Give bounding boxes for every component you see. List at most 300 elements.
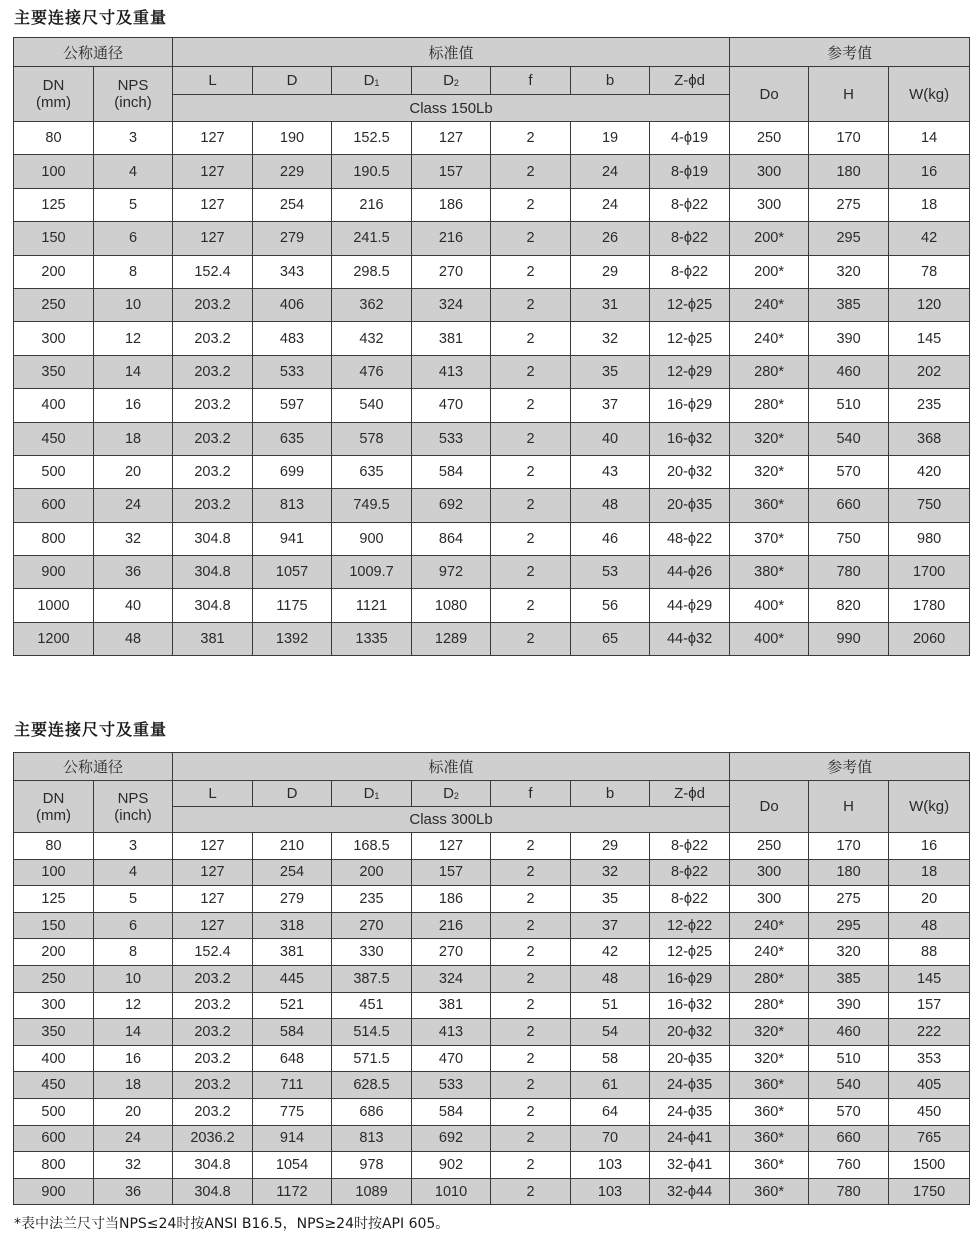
table-cell: 533 (412, 1072, 491, 1099)
table-row (14, 155, 970, 188)
table-cell: 381 (253, 939, 332, 966)
table-row (14, 355, 970, 388)
table-row (14, 912, 970, 939)
table-cell: 4 (94, 859, 173, 886)
column-header-d2: $D_2$ (412, 67, 491, 95)
table-cell: 100 (14, 859, 94, 886)
table-cell: 250 (730, 833, 809, 860)
table-cell: 44-ϕ26 (650, 556, 730, 589)
table-cell: 600 (14, 1125, 94, 1152)
table-cell: 2 (491, 556, 571, 589)
table-cell: 43 (571, 455, 650, 488)
table-cell: 972 (412, 556, 491, 589)
table-cell: 570 (809, 1098, 889, 1125)
table-cell: 31 (571, 288, 650, 321)
table-cell: 584 (412, 1098, 491, 1125)
class-label: Class 150Lb (173, 95, 730, 122)
table-cell: 500 (14, 1098, 94, 1125)
table-cell: 800 (14, 522, 94, 555)
table-cell: 635 (332, 455, 412, 488)
table-cell: 460 (809, 355, 889, 388)
table-cell: 1175 (253, 589, 332, 622)
table-cell: 36 (94, 1178, 173, 1205)
table-cell: 8 (94, 939, 173, 966)
table-cell: 1335 (332, 622, 412, 655)
table-row (14, 489, 970, 522)
table-cell: 200 (14, 255, 94, 288)
table-cell: 24-ϕ41 (650, 1125, 730, 1152)
table-cell: 450 (14, 1072, 94, 1099)
table-cell: 152.4 (173, 939, 253, 966)
column-header-d: D (253, 781, 332, 807)
table-cell: 2 (491, 522, 571, 555)
table-cell: 660 (809, 489, 889, 522)
table-cell: 88 (889, 939, 970, 966)
table-cell: 12-ϕ25 (650, 322, 730, 355)
column-header-l: L (173, 781, 253, 807)
column-header-b: b (571, 781, 650, 807)
table-cell: 64 (571, 1098, 650, 1125)
table-cell: 533 (253, 355, 332, 388)
table-cell: 2 (491, 255, 571, 288)
table-cell: 4 (94, 155, 173, 188)
table-cell: 203.2 (173, 355, 253, 388)
table-cell: 203.2 (173, 1098, 253, 1125)
table-cell: 900 (332, 522, 412, 555)
table-cell: 350 (14, 355, 94, 388)
class-label: Class 300Lb (173, 807, 730, 833)
table-cell: 254 (253, 188, 332, 221)
table-cell: 1054 (253, 1152, 332, 1179)
dimension-table-300lb (13, 752, 970, 1205)
table-cell: 42 (889, 222, 970, 255)
table-cell: 240* (730, 912, 809, 939)
table-cell: 4-ϕ19 (650, 122, 730, 155)
table-row (14, 1125, 970, 1152)
table-cell: 270 (412, 939, 491, 966)
table-cell: 304.8 (173, 522, 253, 555)
table-cell: 2 (491, 886, 571, 913)
table-cell: 20-ϕ35 (650, 489, 730, 522)
table-cell: 280* (730, 965, 809, 992)
table-cell: 413 (412, 355, 491, 388)
table-cell: 32 (94, 1152, 173, 1179)
table-cell: 20 (889, 886, 970, 913)
table-body-150lb (14, 122, 970, 656)
table-cell: 521 (253, 992, 332, 1019)
table-cell: 387.5 (332, 965, 412, 992)
table-cell: 150 (14, 222, 94, 255)
table-cell: 476 (332, 355, 412, 388)
table-cell: 20-ϕ32 (650, 455, 730, 488)
table-cell: 2 (491, 1152, 571, 1179)
table-cell: 318 (253, 912, 332, 939)
table-cell: 304.8 (173, 556, 253, 589)
table-cell: 127 (173, 833, 253, 860)
table-cell: 48 (571, 965, 650, 992)
table-cell: 813 (332, 1125, 412, 1152)
table-cell: 2 (491, 389, 571, 422)
table-cell: 362 (332, 288, 412, 321)
table-cell: 8-ϕ22 (650, 859, 730, 886)
table-cell: 1000 (14, 589, 94, 622)
table-cell: 400* (730, 622, 809, 655)
table-cell: 686 (332, 1098, 412, 1125)
table-cell: 270 (412, 255, 491, 288)
table-cell: 941 (253, 522, 332, 555)
table-cell: 533 (412, 422, 491, 455)
table-cell: 186 (412, 188, 491, 221)
table-cell: 100 (14, 155, 94, 188)
table-cell: 12-ϕ29 (650, 355, 730, 388)
table-row (14, 255, 970, 288)
table-cell: 320* (730, 1019, 809, 1046)
table-cell: 275 (809, 188, 889, 221)
column-header-z-phi-d: Z-ϕd (650, 781, 730, 807)
table-cell: 203.2 (173, 1045, 253, 1072)
table-cell: 24 (571, 155, 650, 188)
table-cell: 540 (332, 389, 412, 422)
table-row (14, 992, 970, 1019)
table-cell: 145 (889, 322, 970, 355)
table-cell: 12 (94, 322, 173, 355)
table-cell: 80 (14, 122, 94, 155)
table-cell: 53 (571, 556, 650, 589)
column-header-do: Do (730, 781, 809, 833)
table-cell: 540 (809, 422, 889, 455)
table-cell: 2 (491, 939, 571, 966)
table-cell: 648 (253, 1045, 332, 1072)
table-cell: 203.2 (173, 992, 253, 1019)
table-cell: 900 (14, 1178, 94, 1205)
table-cell: 2 (491, 422, 571, 455)
table-cell: 216 (412, 222, 491, 255)
column-header-f: f (491, 67, 571, 95)
table-cell: 24 (94, 1125, 173, 1152)
table-cell: 203.2 (173, 455, 253, 488)
table-cell: 300 (730, 188, 809, 221)
table-cell: 275 (809, 886, 889, 913)
table-cell: 902 (412, 1152, 491, 1179)
table-cell: 914 (253, 1125, 332, 1152)
table-row (14, 1045, 970, 1072)
table-cell: 5 (94, 188, 173, 221)
table-row (14, 939, 970, 966)
table-cell: 864 (412, 522, 491, 555)
table-cell: 628.5 (332, 1072, 412, 1099)
table-cell: 370* (730, 522, 809, 555)
table-row (14, 389, 970, 422)
table-row (14, 1098, 970, 1125)
table-cell: 20-ϕ35 (650, 1045, 730, 1072)
table-cell: 157 (412, 859, 491, 886)
table-cell: 385 (809, 965, 889, 992)
table-row (14, 1178, 970, 1205)
table-cell: 32-ϕ44 (650, 1178, 730, 1205)
table-cell: 368 (889, 422, 970, 455)
table-cell: 48 (889, 912, 970, 939)
table-cell: 1057 (253, 556, 332, 589)
table-cell: 711 (253, 1072, 332, 1099)
table-cell: 420 (889, 455, 970, 488)
table-cell: 1200 (14, 622, 94, 655)
column-header-do: Do (730, 67, 809, 122)
table-cell: 61 (571, 1072, 650, 1099)
column-header-weight: W(kg) (889, 67, 970, 122)
table-cell: 460 (809, 1019, 889, 1046)
group-header-reference: 参考值 (730, 38, 970, 67)
table-cell: 157 (889, 992, 970, 1019)
table-cell: 2 (491, 912, 571, 939)
table-row (14, 556, 970, 589)
table-cell: 32-ϕ41 (650, 1152, 730, 1179)
table-cell: 749.5 (332, 489, 412, 522)
table-cell: 320* (730, 422, 809, 455)
table-cell: 390 (809, 322, 889, 355)
table-cell: 240* (730, 939, 809, 966)
table-cell: 5 (94, 886, 173, 913)
table-cell: 2 (491, 992, 571, 1019)
table-cell: 295 (809, 222, 889, 255)
table-row (14, 122, 970, 155)
table-cell: 24-ϕ35 (650, 1072, 730, 1099)
group-header-nominal: 公称通径 (14, 753, 173, 781)
table-cell: 152.4 (173, 255, 253, 288)
table-cell: 20 (94, 1098, 173, 1125)
table-cell: 229 (253, 155, 332, 188)
table-cell: 16-ϕ29 (650, 965, 730, 992)
table-cell: 2036.2 (173, 1125, 253, 1152)
table-cell: 330 (332, 939, 412, 966)
table-cell: 800 (14, 1152, 94, 1179)
table-cell: 780 (809, 556, 889, 589)
table-cell: 2 (491, 222, 571, 255)
table-cell: 32 (571, 322, 650, 355)
table-cell: 29 (571, 833, 650, 860)
table-cell: 1172 (253, 1178, 332, 1205)
table-row (14, 886, 970, 913)
table-cell: 10 (94, 965, 173, 992)
table-cell: 125 (14, 188, 94, 221)
table-cell: 343 (253, 255, 332, 288)
table-cell: 203.2 (173, 965, 253, 992)
table-cell: 56 (571, 589, 650, 622)
table-cell: 300 (730, 859, 809, 886)
table-cell: 304.8 (173, 1152, 253, 1179)
table-cell: 2 (491, 489, 571, 522)
table-row (14, 288, 970, 321)
table-cell: 300 (730, 155, 809, 188)
column-header-dn: DN (mm) (14, 781, 94, 833)
table-cell: 381 (412, 322, 491, 355)
table-row (14, 322, 970, 355)
table-cell: 190.5 (332, 155, 412, 188)
table-cell: 203.2 (173, 1019, 253, 1046)
table-cell: 202 (889, 355, 970, 388)
table-cell: 8 (94, 255, 173, 288)
table-cell: 44-ϕ29 (650, 589, 730, 622)
table-cell: 270 (332, 912, 412, 939)
table-row (14, 622, 970, 655)
table-row (14, 859, 970, 886)
table-cell: 32 (571, 859, 650, 886)
table-cell: 300 (14, 322, 94, 355)
table-cell: 813 (253, 489, 332, 522)
table-cell: 1500 (889, 1152, 970, 1179)
table-cell: 295 (809, 912, 889, 939)
table-row (14, 1152, 970, 1179)
table-cell: 280* (730, 355, 809, 388)
table-cell: 304.8 (173, 589, 253, 622)
table-cell: 127 (173, 188, 253, 221)
table-cell: 1780 (889, 589, 970, 622)
table-cell: 1392 (253, 622, 332, 655)
table-cell: 1289 (412, 622, 491, 655)
table-cell: 240* (730, 322, 809, 355)
column-header-b: b (571, 67, 650, 95)
table-cell: 540 (809, 1072, 889, 1099)
table-cell: 200* (730, 222, 809, 255)
table-cell: 16 (889, 833, 970, 860)
table-cell: 65 (571, 622, 650, 655)
table-cell: 203.2 (173, 1072, 253, 1099)
table-cell: 103 (571, 1152, 650, 1179)
table-cell: 48 (94, 622, 173, 655)
table-cell: 170 (809, 833, 889, 860)
table-cell: 168.5 (332, 833, 412, 860)
table-cell: 660 (809, 1125, 889, 1152)
table-cell: 54 (571, 1019, 650, 1046)
column-header-weight: W(kg) (889, 781, 970, 833)
section-title-300lb: 主要连接尺寸及重量 (14, 720, 168, 739)
table-cell: 241.5 (332, 222, 412, 255)
table-cell: 8-ϕ22 (650, 255, 730, 288)
table-cell: 298.5 (332, 255, 412, 288)
group-header-standard: 标准值 (173, 38, 730, 67)
table-cell: 250 (730, 122, 809, 155)
table-cell: 190 (253, 122, 332, 155)
table-cell: 750 (809, 522, 889, 555)
table-cell: 78 (889, 255, 970, 288)
table-cell: 10 (94, 288, 173, 321)
table-cell: 235 (332, 886, 412, 913)
table-cell: 775 (253, 1098, 332, 1125)
table-cell: 26 (571, 222, 650, 255)
table-cell: 51 (571, 992, 650, 1019)
table-cell: 450 (889, 1098, 970, 1125)
table-cell: 750 (889, 489, 970, 522)
table-cell: 445 (253, 965, 332, 992)
table-cell: 127 (173, 155, 253, 188)
group-header-reference: 参考值 (730, 753, 970, 781)
table-cell: 2 (491, 322, 571, 355)
table-cell: 18 (889, 188, 970, 221)
table-cell: 400 (14, 1045, 94, 1072)
table-cell: 2 (491, 1178, 571, 1205)
table-cell: 3 (94, 122, 173, 155)
table-row (14, 188, 970, 221)
table-cell: 29 (571, 255, 650, 288)
table-cell: 390 (809, 992, 889, 1019)
table-cell: 324 (412, 288, 491, 321)
table-cell: 8-ϕ22 (650, 886, 730, 913)
column-header-l: L (173, 67, 253, 95)
table-cell: 320* (730, 455, 809, 488)
table-cell: 320* (730, 1045, 809, 1072)
table-cell: 2 (491, 1045, 571, 1072)
table-cell: 16-ϕ29 (650, 389, 730, 422)
table-cell: 32 (94, 522, 173, 555)
table-row (14, 589, 970, 622)
column-header-h: H (809, 67, 889, 122)
table-cell: 180 (809, 155, 889, 188)
table-cell: 24 (571, 188, 650, 221)
table-cell: 360* (730, 1178, 809, 1205)
table-cell: 1700 (889, 556, 970, 589)
table-cell: 127 (173, 859, 253, 886)
table-cell: 18 (889, 859, 970, 886)
table-row (14, 222, 970, 255)
table-cell: 510 (809, 389, 889, 422)
table-cell: 2 (491, 155, 571, 188)
table-cell: 16 (94, 389, 173, 422)
table-cell: 2 (491, 1098, 571, 1125)
table-cell: 2 (491, 355, 571, 388)
table-cell: 40 (571, 422, 650, 455)
table-cell: 14 (94, 355, 173, 388)
table-cell: 70 (571, 1125, 650, 1152)
table-cell: 127 (412, 122, 491, 155)
table-cell: 2 (491, 455, 571, 488)
table-cell: 1750 (889, 1178, 970, 1205)
table-row (14, 1019, 970, 1046)
table-cell: 692 (412, 1125, 491, 1152)
table-cell: 450 (14, 422, 94, 455)
group-header-standard: 标准值 (173, 753, 730, 781)
table-cell: 20-ϕ32 (650, 1019, 730, 1046)
table-cell: 413 (412, 1019, 491, 1046)
section-title-150lb: 主要连接尺寸及重量 (14, 8, 168, 27)
table-cell: 978 (332, 1152, 412, 1179)
table-cell: 16-ϕ32 (650, 992, 730, 1019)
table-cell: 157 (412, 155, 491, 188)
table-cell: 400 (14, 389, 94, 422)
table-cell: 8-ϕ22 (650, 188, 730, 221)
table-cell: 2 (491, 833, 571, 860)
table-cell: 16 (94, 1045, 173, 1072)
table-cell: 360* (730, 1125, 809, 1152)
table-cell: 12 (94, 992, 173, 1019)
table-cell: 2 (491, 589, 571, 622)
table-cell: 381 (412, 992, 491, 1019)
table-cell: 150 (14, 912, 94, 939)
table-cell: 103 (571, 1178, 650, 1205)
table-cell: 820 (809, 589, 889, 622)
table-cell: 203.2 (173, 389, 253, 422)
table-cell: 578 (332, 422, 412, 455)
table-cell: 304.8 (173, 1178, 253, 1205)
table-cell: 152.5 (332, 122, 412, 155)
table-cell: 2 (491, 1019, 571, 1046)
column-header-d2: $D_2$ (412, 781, 491, 807)
table-cell: 127 (412, 833, 491, 860)
table-cell: 385 (809, 288, 889, 321)
table-cell: 360* (730, 1098, 809, 1125)
table-cell: 1121 (332, 589, 412, 622)
table-cell: 2 (491, 859, 571, 886)
table-cell: 470 (412, 1045, 491, 1072)
column-header-nps: NPS (inch) (94, 67, 173, 122)
